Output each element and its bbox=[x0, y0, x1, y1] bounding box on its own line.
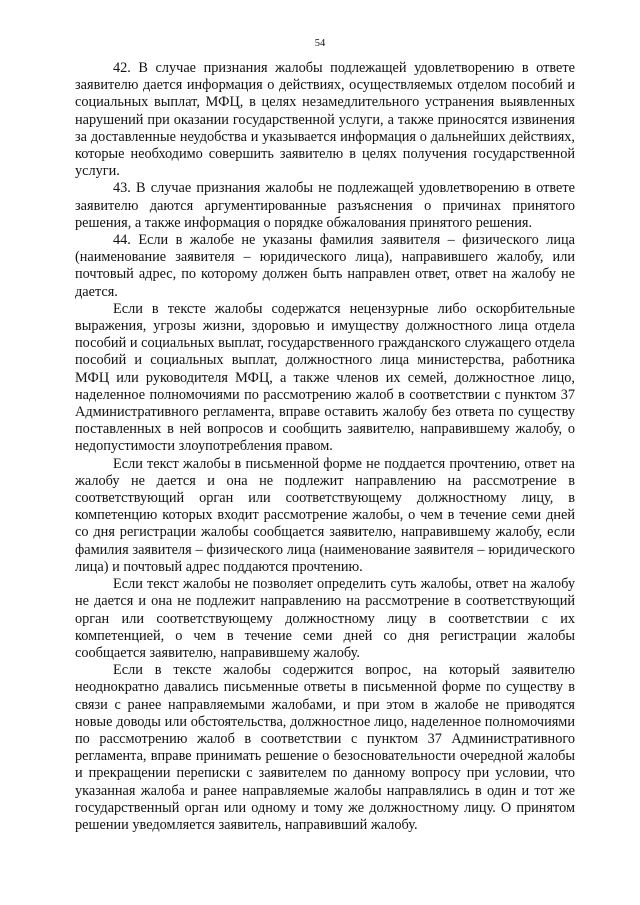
document-body bbox=[75, 60, 575, 834]
paragraph-43: 43. В случае признания жалобы не подлежащей удовлетворению в ответе заявителю даются аргументированные разъяснения о причинах принятого решения, а также информация о порядке обжалования принятого решения. bbox=[75, 180, 575, 231]
paragraph-unreadable-text: Если текст жалобы в письменной форме не поддается прочтению, ответ на жалобу не дается и она не подлежит направлению на рассмотрение в соответствующий орган или соответствующему должностному лицу, в компетенцию которых входит рассмотрение жалобы, о чем в течение семи дней со дня регистрации жалобы сообщается заявителю, направившему жалобу, если фамилия заявителя – физического лица (наименование заявителя – юридического лица) и почтовый адрес поддаются прочтению. bbox=[75, 455, 575, 575]
paragraph-offensive-content: Если в тексте жалобы содержатся нецензурные либо оскорбительные выражения, угрозы жизни, здоровью и имуществу должностного лица отдела пособий и социальных выплат, государственного гражданского служащего отдела пособий и социальных выплат, должностного лица министерства, работника МФЦ или руководителя МФЦ, а также членов их семей, должностное лицо, наделенное полномочиями по рассмотрению жалоб в соответствии с пунктом 37 Административного регламента, вправе оставить жалобу без ответа по существу поставленных в ней вопросов и сообщить заявителю, направившему жалобу, о недопустимости злоупотребления правом. bbox=[75, 300, 575, 455]
page-number: 54 bbox=[314, 38, 326, 49]
paragraph-44: 44. Если в жалобе не указаны фамилия заявителя – физического лица (наименование заявителя – юридического лица), направившего жалобу, или почтовый адрес, по которому должен быть направлен ответ, ответ на жалобу не дается. bbox=[75, 232, 575, 300]
paragraph-undefined-essence: Если текст жалобы не позволяет определить суть жалобы, ответ на жалобу не дается и она не подлежит направлению на рассмотрение в соответствующий орган или соответствующему должностному лицу в соответствии с их компетенцией, о чем в течение семи дней со дня регистрации жалобы сообщается заявителю, направившему жалобу. bbox=[75, 576, 575, 661]
paragraph-42: 42. В случае признания жалобы подлежащей удовлетворению в ответе заявителю дается информация о действиях, осуществляемых отделом пособий и социальных выплат, МФЦ, в целях незамедлительного устранения выявленных нарушений при оказании государственной услуги, а также приносятся извинения за доставленные неудобства и указывается информация о дальнейших действиях, которые необходимо совершить заявителю в целях получения государственной услуги. bbox=[75, 60, 575, 180]
paragraph-repeated-question: Если в тексте жалобы содержится вопрос, на который заявителю неоднократно давались письменные ответы в письменной форме по существу в связи с ранее направляемыми жалобами, и при этом в жалобе не приводятся новые доводы или обстоятельства, должностное лицо, наделенное полномочиями по рассмотрению жалоб в соответствии с пунктом 37 Административного регламента, вправе принимать решение о безосновательности очередной жалобы и прекращении переписки с заявителем по данному вопросу при условии, что указанная жалоба и ранее направляемые жалобы направлялись в один и тот же государственный орган или одному и тому же должностному лицу. О принятом решении уведомляется заявитель, направивший жалобу. bbox=[75, 662, 575, 833]
